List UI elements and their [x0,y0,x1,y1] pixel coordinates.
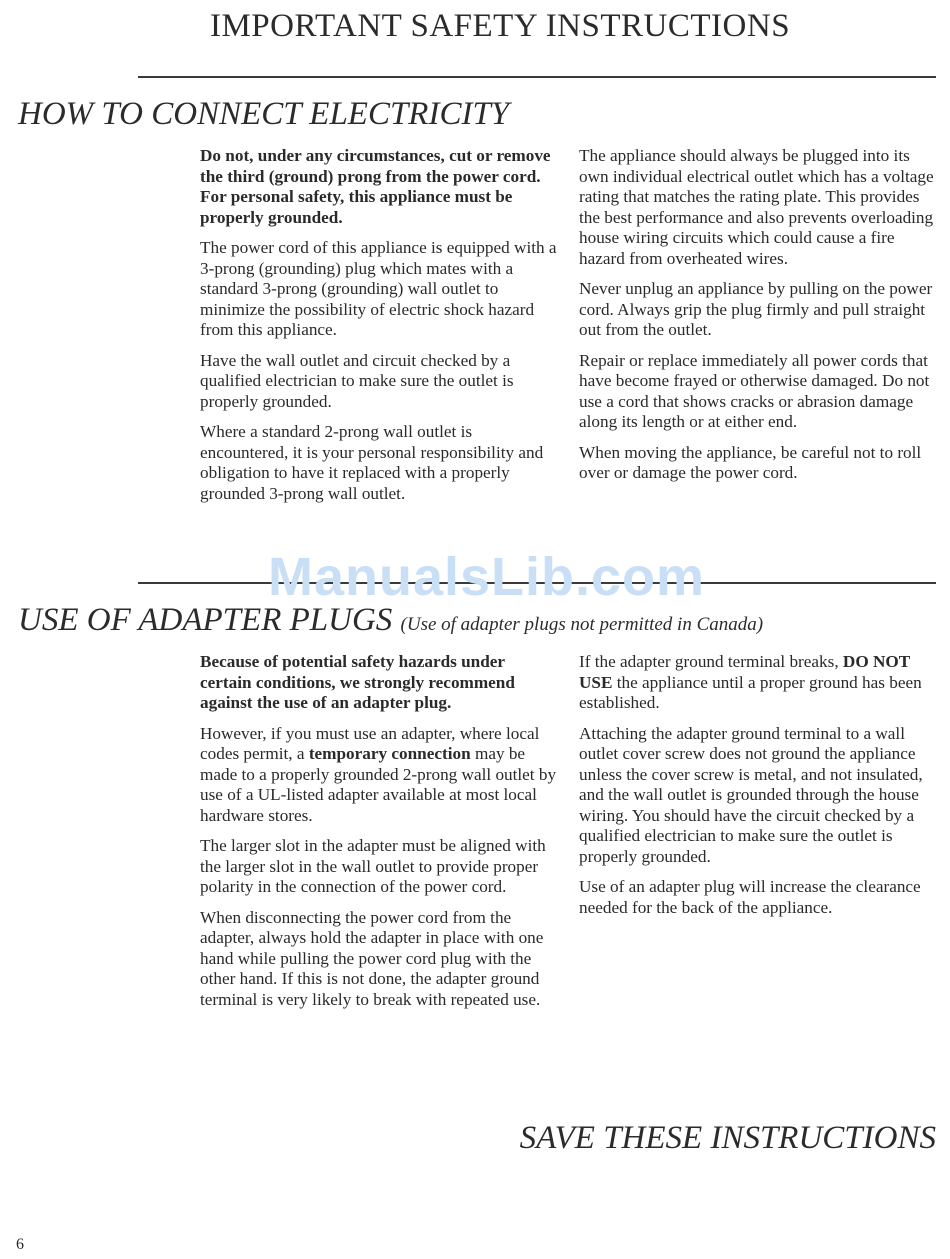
paragraph [200,724,560,827]
paragraph: Use of an adapter plug will increase the clearance needed for the back of the appliance. [579,877,921,917]
section2-right-column [579,652,939,928]
text-run: If the adapter ground terminal breaks, [579,652,843,671]
paragraph: Attaching the adapter ground terminal to a wall outlet cover screw does not ground the appliance unless the cover screw is metal, and not insulated, and the wall outlet is grounded through the house wiring. You should have the circuit checked by a qualified electrician to make sure the outlet is properly grounded. [579,723,923,866]
page-header-title: IMPORTANT SAFETY INSTRUCTIONS [209,8,791,44]
section-title-adapter-plugs [18,602,763,639]
bold-text-run: temporary connection [308,744,471,763]
paragraph: When moving the appliance, be careful not to roll over or damage the power cord. [579,442,922,482]
section1-right-column [579,146,939,494]
paragraph: The larger slot in the adapter must be aligned with the larger slot in the wall outlet to provide proper polarity in the connection of the power cord. [200,836,546,896]
header-divider [138,76,936,78]
adapter-warning-paragraph: Because of potential safety hazards under certain conditions, we strongly recommend against the use of an adapter plug. [200,652,515,712]
text-run: However, if you must use an adapter, where local codes permit, a [200,723,540,763]
text-run: may be made to a properly grounded 2-prong wall outlet by use of a UL-listed adapter available at most local hardware stores. [200,744,557,825]
paragraph: Where a standard 2-prong wall outlet is encountered, it is your personal responsibility and obligation to have it replaced with a properly grounded 3-prong wall outlet. [200,422,544,503]
paragraph [579,652,939,714]
section2-left-column [200,652,560,1020]
section-subtitle: (Use of adapter plugs not permitted in Canada) [400,614,764,635]
paragraph: Repair or replace immediately all power cords that have become frayed or otherwise damaged. Do not use a cord that shows cracks or abrasion damage along its length or at either end. [579,350,930,431]
section-title-text: USE OF ADAPTER PLUGS [18,602,393,638]
bold-text-run: DO NOT USE [579,652,910,692]
watermark: ManualsLib.com [268,547,706,607]
grounding-warning-paragraph: Do not, under any circumstances, cut or remove the third (ground) prong from the power cord. For personal safety, this appliance must be properly grounded. [200,146,551,227]
section1-left-column [200,146,560,514]
paragraph: Never unplug an appliance by pulling on the power cord. Always grip the plug firmly and pull straight out from the outlet. [579,279,933,339]
paragraph: The appliance should always be plugged into its own individual electrical outlet which has a voltage rating that matches the rating plate. This provides the best performance and also prevents overloading house wiring circuits which could cause a fire hazard from overheated wires. [579,146,934,268]
paragraph: When disconnecting the power cord from the adapter, always hold the adapter in place with one hand while pulling the power cord plug with the other hand. If this is not done, the adapter ground terminal is very likely to break with repeated use. [200,907,544,1009]
paragraph: The power cord of this appliance is equipped with a 3-prong (grounding) plug which mates with a standard 3-prong (grounding) wall outlet to minimize the possibility of electric shock hazard from this appliance. [200,238,557,339]
text-run: the appliance until a proper ground has been established. [579,672,922,712]
paragraph: Have the wall outlet and circuit checked by a qualified electrician to make sure the outlet is properly grounded. [200,350,514,411]
page-number: 6 [16,1236,24,1253]
section-title-connect-electricity: HOW TO CONNECT ELECTRICITY [18,96,510,132]
footer-title: SAVE THESE INSTRUCTIONS [519,1120,936,1156]
